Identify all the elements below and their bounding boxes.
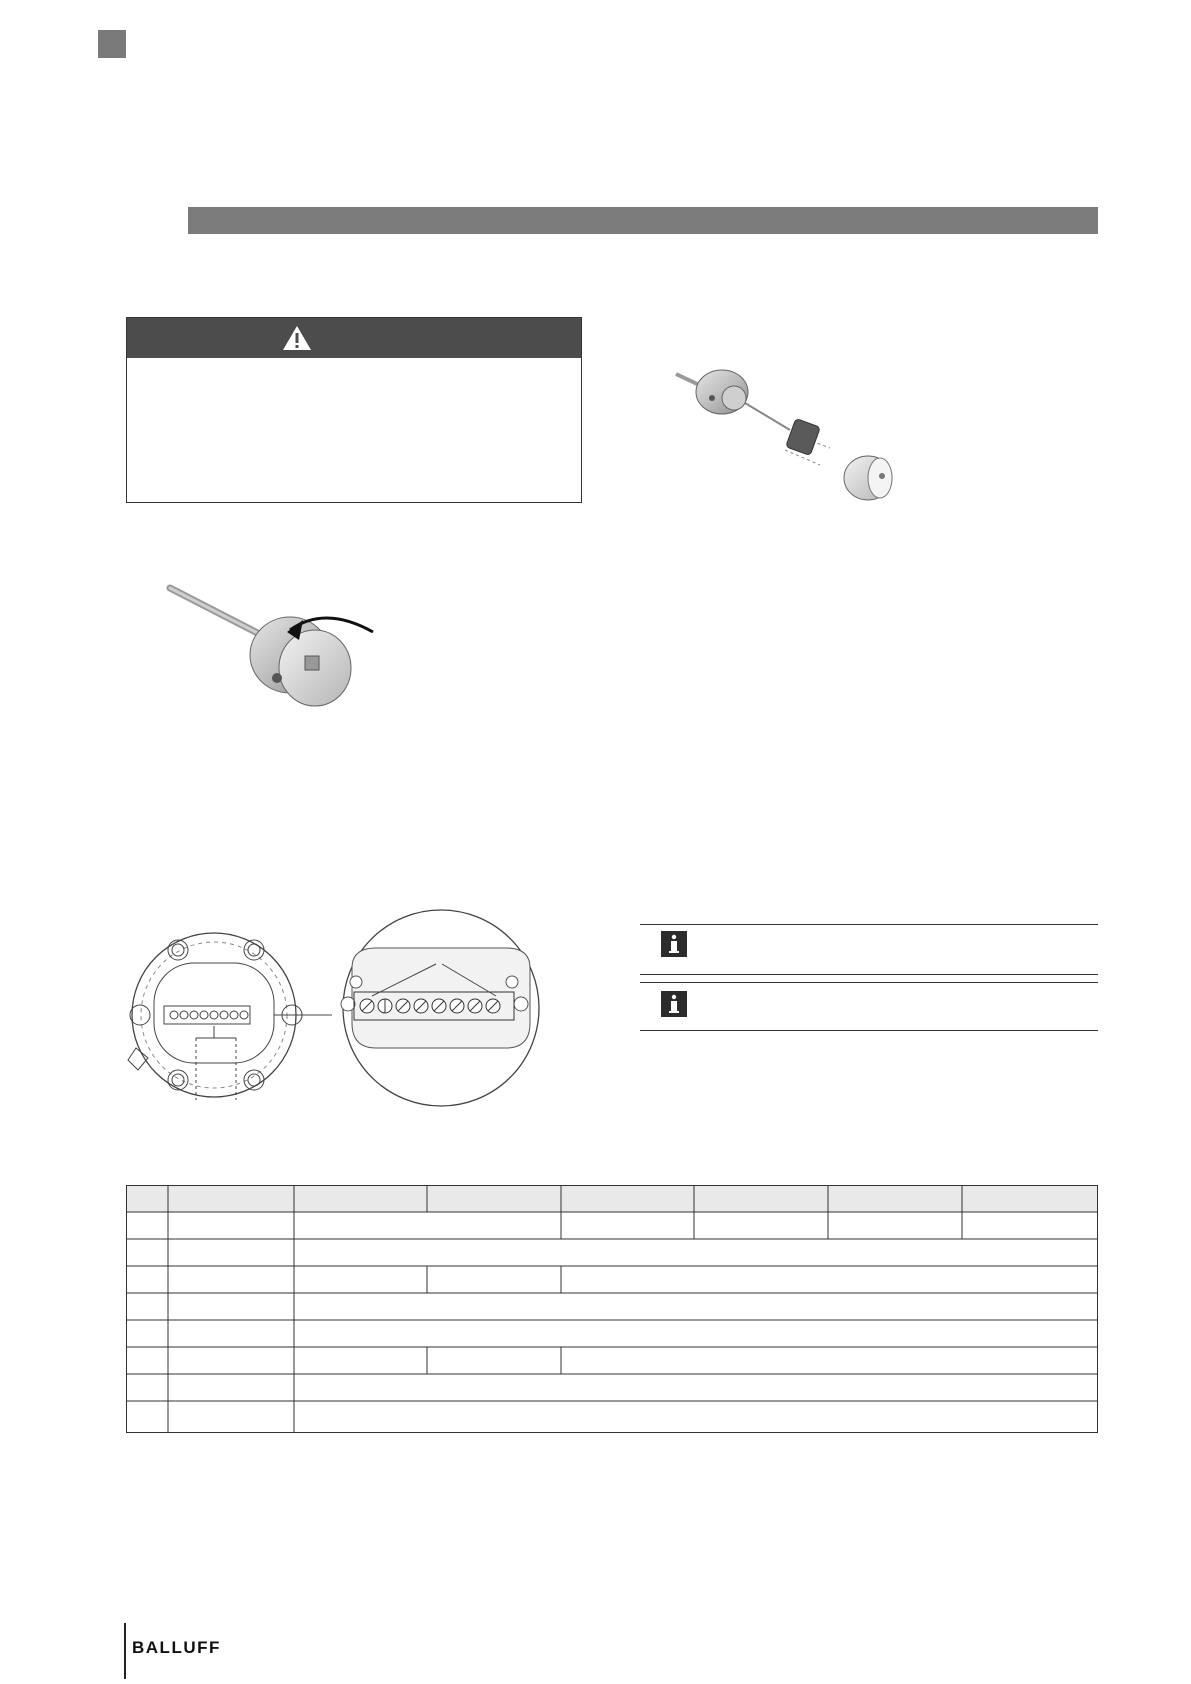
warning-header <box>127 318 581 358</box>
info-rule <box>640 982 1098 983</box>
warning-box <box>126 317 582 503</box>
brand-logo-text: BALLUFF <box>132 1638 221 1657</box>
specification-table <box>126 1185 1098 1433</box>
terminal-block-diagram <box>126 908 546 1108</box>
brand-logo <box>132 1636 232 1658</box>
info-rule <box>640 974 1098 975</box>
info-i-icon <box>661 931 687 957</box>
info-rule <box>640 1030 1098 1031</box>
warning-triangle-icon <box>282 324 312 352</box>
section-header-bar <box>188 207 1098 234</box>
footer-vertical-rule <box>124 1623 126 1679</box>
info-i-icon <box>661 991 687 1017</box>
exploded-view-illustration <box>670 360 910 510</box>
sensor-rotation-illustration <box>165 580 385 730</box>
corner-marker <box>98 30 126 58</box>
info-rule <box>640 924 1098 925</box>
